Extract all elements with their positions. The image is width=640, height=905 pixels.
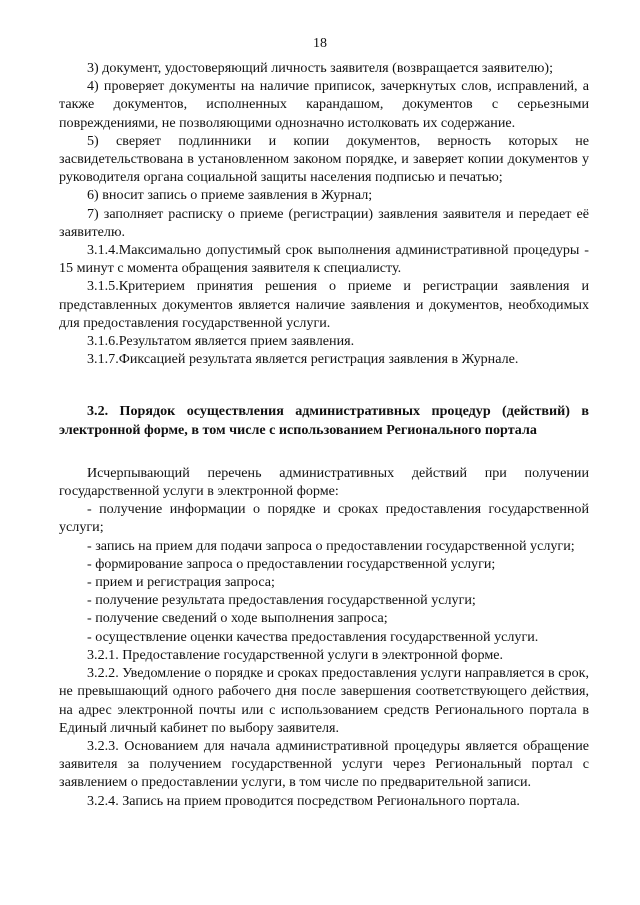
paragraph-item-6: 6) вносит запись о приеме заявления в Журнал; [87,187,373,204]
paragraph-3-2-3: 3.2.3. Основанием для начала административной процедуры является обращение заявителя за получением государственной услуги через Региональный портал с заявлением о предоставлении услуги, в том числе по предварительной записи. [59,737,589,791]
page-content [59,59,589,810]
paragraph-3-1-5: 3.1.5.Критерием принятия решения о приеме и регистрации заявления и представленных документов является наличие заявления и документов, необходимых для предоставления государственной услуги. [59,278,589,331]
paragraph-3-2-2: 3.2.2. Уведомление о порядке и сроках предоставления услуги направляется в срок, не превышающий одного рабочего дня после завершения соответствующего действия, на адрес электронной почты или с использованием средств Регионального портала в Единый личный кабинет по выбору заявителя. [59,665,589,736]
heading-gap [59,439,589,464]
paragraph-item-7: 7) заполняет расписку о приеме (регистрации) заявления заявителя и передает её заявителю. [59,205,589,240]
section-gap [59,368,589,402]
section-heading-3-2: 3.2. Порядок осуществления административных процедур (действий) в электронной форме, в том числе с использованием Регионального портала [59,403,589,438]
list-item: - формирование запроса о предоставлении государственной услуги; [87,555,496,572]
paragraph-3-1-7: 3.1.7.Фиксацией результата является регистрация заявления в Журнале. [87,351,519,368]
list-item: - получение сведений о ходе выполнения запроса; [87,610,388,627]
paragraph-3-1-6: 3.1.6.Результатом является прием заявления. [87,333,355,350]
page-number: 18 [313,36,327,51]
paragraph-item-3: 3) документ, удостоверяющий личность заявителя (возвращается заявителю); [87,60,553,76]
list-intro: Исчерпывающий перечень административных действий при получении государственной услуги в электронной форме: [59,464,589,500]
paragraph-item-4: 4) проверяет документы на наличие приписок, зачеркнутых слов, исправлений, а также документов, исполненных карандашом, документов с серьезными повреждениями, не позволяющими однозначно истолковать их содержание. [59,78,589,131]
paragraph-3-2-4: 3.2.4. Запись на прием проводится посредством Регионального портала. [87,792,520,809]
paragraph-item-5: 5) сверяет подлинники и копии документов, верность которых не засвидетельствована в установленном законом порядке, и заверяет копии документов у руководителя органа социальной защиты населения подписью и печатью; [59,132,589,186]
paragraph-3-1-4: 3.1.4.Максимально допустимый срок выполнения административной процедуры - 15 минут с момента обращения заявителя к специалисту. [59,242,589,277]
list-item: - получение результата предоставления государственной услуги; [87,592,476,609]
paragraph-3-2-1: 3.2.1. Предоставление государственной услуги в электронной форме. [87,646,504,663]
list-item: - осуществление оценки качества предоставления государственной услуги. [87,628,539,645]
list-item: - прием и регистрация запроса; [87,574,275,591]
list-item: - запись на прием для подачи запроса о предоставлении государственной услуги; [87,537,575,554]
list-item: - получение информации о порядке и сроках предоставления государственной услуги; [59,501,589,536]
